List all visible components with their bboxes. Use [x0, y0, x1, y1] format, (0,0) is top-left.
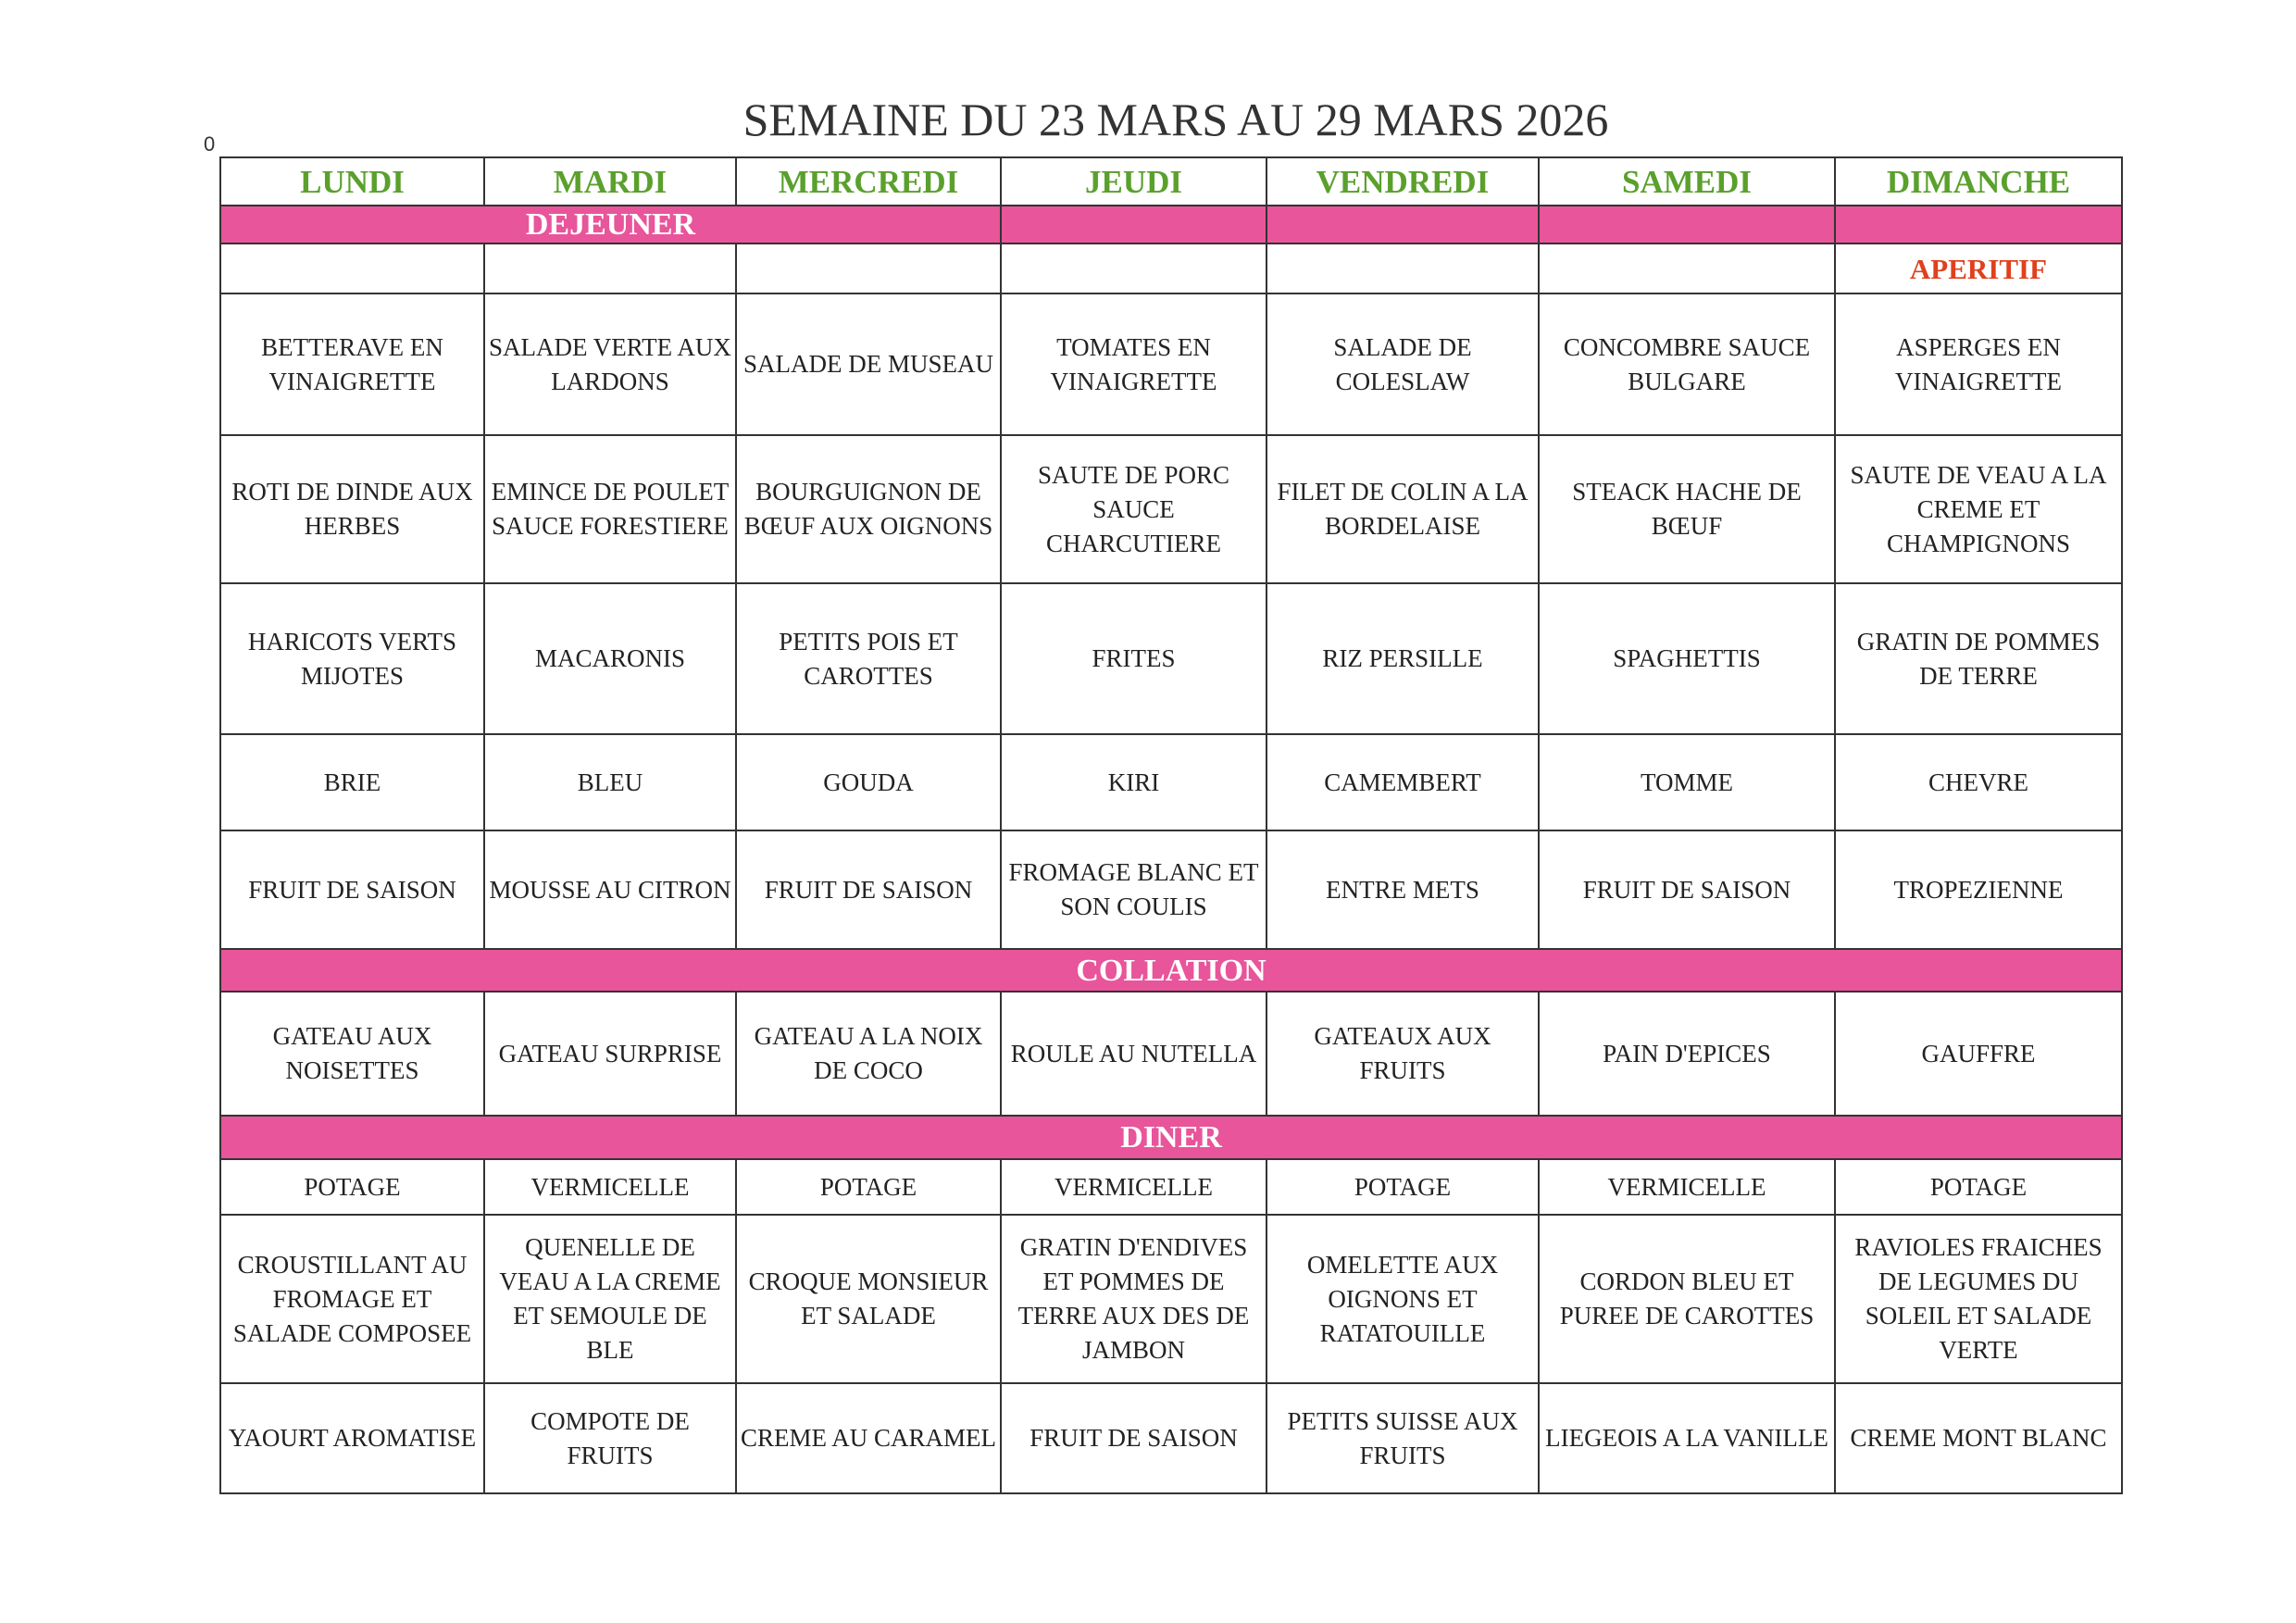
- dejeuner-item: BRIE: [220, 734, 484, 830]
- dejeuner-item: EMINCE DE POULET SAUCE FORESTIERE: [484, 435, 736, 583]
- table-row: [220, 1383, 2122, 1493]
- section-band-cell: [1267, 206, 1539, 243]
- empty-cell: [484, 243, 736, 293]
- day-header-dimanche: DIMANCHE: [1835, 157, 2122, 206]
- diner-item: CORDON BLEU ET PUREE DE CAROTTES: [1539, 1215, 1835, 1383]
- day-header-lundi: LUNDI: [220, 157, 484, 206]
- dejeuner-item: RIZ PERSILLE: [1267, 583, 1539, 734]
- dejeuner-item: ROTI DE DINDE AUX HERBES: [220, 435, 484, 583]
- diner-item: VERMICELLE: [1539, 1159, 1835, 1215]
- dejeuner-item: FILET DE COLIN A LA BORDELAISE: [1267, 435, 1539, 583]
- dejeuner-item: FRUIT DE SAISON: [736, 830, 1001, 949]
- day-header-mercredi: MERCREDI: [736, 157, 1001, 206]
- table-row: [220, 435, 2122, 583]
- section-dejeuner: DEJEUNER: [220, 206, 1001, 243]
- dejeuner-item: SAUTE DE PORC SAUCE CHARCUTIERE: [1001, 435, 1267, 583]
- collation-item: PAIN D'EPICES: [1539, 992, 1835, 1116]
- section-collation: COLLATION: [220, 949, 2122, 992]
- empty-cell: [220, 243, 484, 293]
- dejeuner-item: PETITS POIS ET CAROTTES: [736, 583, 1001, 734]
- diner-item: POTAGE: [1835, 1159, 2122, 1215]
- collation-item: ROULE AU NUTELLA: [1001, 992, 1267, 1116]
- day-header-jeudi: JEUDI: [1001, 157, 1267, 206]
- dejeuner-item: KIRI: [1001, 734, 1267, 830]
- dejeuner-item: MOUSSE AU CITRON: [484, 830, 736, 949]
- table-row: [220, 157, 2122, 206]
- dejeuner-item: ASPERGES EN VINAIGRETTE: [1835, 293, 2122, 435]
- dejeuner-item: SAUTE DE VEAU A LA CREME ET CHAMPIGNONS: [1835, 435, 2122, 583]
- table-row: [220, 1215, 2122, 1383]
- diner-item: CREME AU CARAMEL: [736, 1383, 1001, 1493]
- dejeuner-item: SALADE DE COLESLAW: [1267, 293, 1539, 435]
- dejeuner-item: SPAGHETTIS: [1539, 583, 1835, 734]
- table-row: [220, 583, 2122, 734]
- diner-item: VERMICELLE: [484, 1159, 736, 1215]
- dejeuner-item: CAMEMBERT: [1267, 734, 1539, 830]
- section-diner: DINER: [220, 1116, 2122, 1159]
- diner-item: CROQUE MONSIEUR ET SALADE: [736, 1215, 1001, 1383]
- empty-cell: [736, 243, 1001, 293]
- dejeuner-item: CONCOMBRE SAUCE BULGARE: [1539, 293, 1835, 435]
- diner-item: VERMICELLE: [1001, 1159, 1267, 1215]
- table-row: [220, 949, 2122, 992]
- dejeuner-item: CHEVRE: [1835, 734, 2122, 830]
- page-marker: 0: [204, 132, 216, 156]
- day-header-vendredi: VENDREDI: [1267, 157, 1539, 206]
- dejeuner-item: BLEU: [484, 734, 736, 830]
- dejeuner-item: FRITES: [1001, 583, 1267, 734]
- day-header-samedi: SAMEDI: [1539, 157, 1835, 206]
- table-row: [220, 1159, 2122, 1215]
- diner-item: COMPOTE DE FRUITS: [484, 1383, 736, 1493]
- table-row: [220, 243, 2122, 293]
- table-row: [220, 734, 2122, 830]
- dejeuner-item: TROPEZIENNE: [1835, 830, 2122, 949]
- collation-item: GAUFFRE: [1835, 992, 2122, 1116]
- dejeuner-item: FROMAGE BLANC ET SON COULIS: [1001, 830, 1267, 949]
- dejeuner-item: GRATIN DE POMMES DE TERRE: [1835, 583, 2122, 734]
- diner-item: OMELETTE AUX OIGNONS ET RATATOUILLE: [1267, 1215, 1539, 1383]
- dejeuner-item: SALADE DE MUSEAU: [736, 293, 1001, 435]
- dejeuner-item: SALADE VERTE AUX LARDONS: [484, 293, 736, 435]
- empty-cell: [1267, 243, 1539, 293]
- diner-item: RAVIOLES FRAICHES DE LEGUMES DU SOLEIL ET SALADE VERTE: [1835, 1215, 2122, 1383]
- dejeuner-item: TOMATES EN VINAIGRETTE: [1001, 293, 1267, 435]
- table-row: [220, 206, 2122, 243]
- collation-item: GATEAU SURPRISE: [484, 992, 736, 1116]
- collation-item: GATEAU A LA NOIX DE COCO: [736, 992, 1001, 1116]
- table-row: [220, 830, 2122, 949]
- empty-cell: [1001, 243, 1267, 293]
- dejeuner-item: ENTRE METS: [1267, 830, 1539, 949]
- section-band-cell: [1835, 206, 2122, 243]
- diner-item: POTAGE: [220, 1159, 484, 1215]
- diner-item: POTAGE: [736, 1159, 1001, 1215]
- dejeuner-item: HARICOTS VERTS MIJOTES: [220, 583, 484, 734]
- empty-cell: [1539, 243, 1835, 293]
- page-title: SEMAINE DU 23 MARS AU 29 MARS 2026: [742, 94, 1609, 145]
- diner-item: PETITS SUISSE AUX FRUITS: [1267, 1383, 1539, 1493]
- section-band-cell: [1001, 206, 1267, 243]
- collation-item: GATEAU AUX NOISETTES: [220, 992, 484, 1116]
- diner-item: FRUIT DE SAISON: [1001, 1383, 1267, 1493]
- diner-item: GRATIN D'ENDIVES ET POMMES DE TERRE AUX DES DE JAMBON: [1001, 1215, 1267, 1383]
- diner-item: CREME MONT BLANC: [1835, 1383, 2122, 1493]
- dejeuner-item: TOMME: [1539, 734, 1835, 830]
- table-row: [220, 1116, 2122, 1159]
- dejeuner-item: FRUIT DE SAISON: [220, 830, 484, 949]
- dejeuner-item: BETTERAVE EN VINAIGRETTE: [220, 293, 484, 435]
- dejeuner-item: FRUIT DE SAISON: [1539, 830, 1835, 949]
- dejeuner-item: GOUDA: [736, 734, 1001, 830]
- diner-item: POTAGE: [1267, 1159, 1539, 1215]
- table-row: [220, 992, 2122, 1116]
- weekly-menu-table: [219, 156, 2123, 1494]
- diner-item: QUENELLE DE VEAU A LA CREME ET SEMOULE DE BLE: [484, 1215, 736, 1383]
- aperitif-label: APERITIF: [1835, 243, 2122, 293]
- dejeuner-item: STEACK HACHE DE BŒUF: [1539, 435, 1835, 583]
- diner-item: CROUSTILLANT AU FROMAGE ET SALADE COMPOSEE: [220, 1215, 484, 1383]
- section-band-cell: [1539, 206, 1835, 243]
- table-row: [220, 293, 2122, 435]
- diner-item: LIEGEOIS A LA VANILLE: [1539, 1383, 1835, 1493]
- diner-item: YAOURT AROMATISE: [220, 1383, 484, 1493]
- day-header-mardi: MARDI: [484, 157, 736, 206]
- dejeuner-item: BOURGUIGNON DE BŒUF AUX OIGNONS: [736, 435, 1001, 583]
- collation-item: GATEAUX AUX FRUITS: [1267, 992, 1539, 1116]
- dejeuner-item: MACARONIS: [484, 583, 736, 734]
